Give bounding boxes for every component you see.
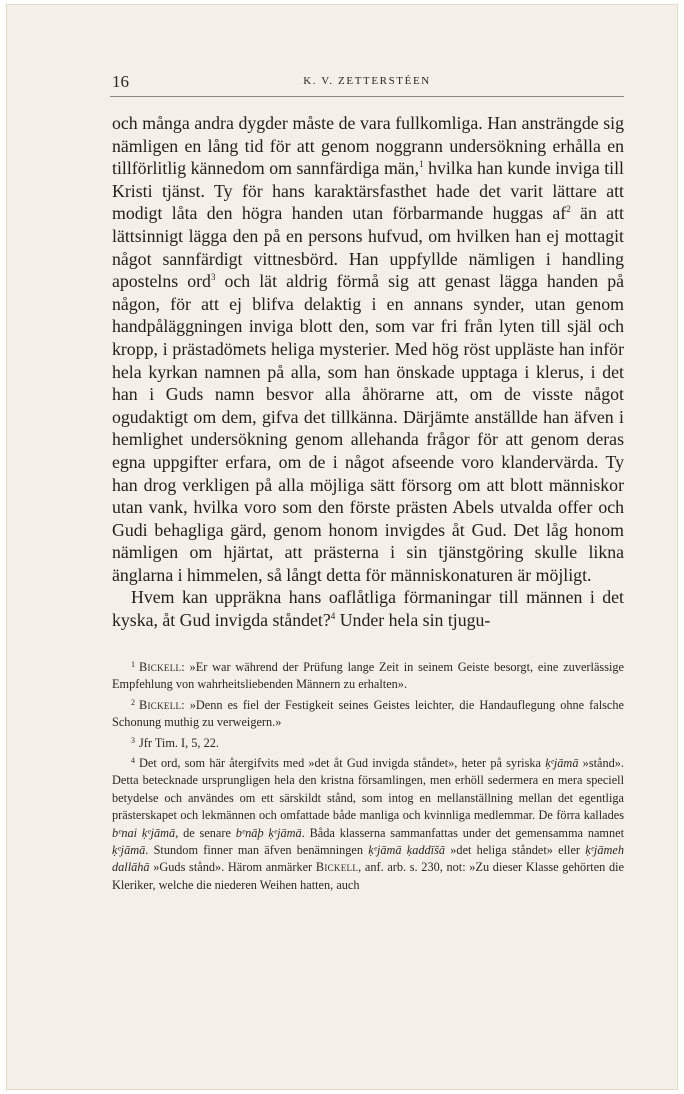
paragraph-1 [112, 112, 624, 586]
footnote-2 [112, 694, 624, 732]
footnote-text: : »Denn es fiel der Festigkeit seines Geistes leichter, die Handauflegung ohne falsche Schonung muthig zu verweigern.» [112, 697, 624, 730]
paragraph-2 [112, 586, 624, 631]
page-header [110, 74, 624, 97]
author-name: Bickell [315, 860, 359, 875]
text-run: hvilka han kunde inviga till Kristi tjänst. Ty för hans karaktärsfasthet hade det varit lättare att modigt låta den högra handen utan förbarmande huggas af [112, 158, 624, 224]
author-name: Bickell [139, 697, 182, 712]
footnotes [112, 656, 624, 894]
running-head: K. V. ZETTERSTÉEN [303, 75, 431, 87]
footnote-text: »Guds stånd». Härom anmärker [149, 860, 316, 875]
footnote-text: . Stundom finner man äfven benämningen [145, 843, 369, 858]
footnote-text: Det ord, som här återgifvits med »det åt Gud invigda ståndet», heter på syriska [139, 756, 546, 771]
footnote-4 [112, 752, 624, 894]
main-text [112, 112, 624, 632]
footnote-text: »stånd». Detta betecknade ursprungligen hela den kristna församlingen, men erhöll sedermera en mera speciell betydelse och användes om ett särskildt stånd, som intog en mellanställning mellan det egentliga prästerskapet och lekmännen och omfattade både manliga och kvinnliga medlemmar. De förra kallades [112, 756, 624, 823]
footnote-1 [112, 656, 624, 694]
footnote-text: . Båda klasserna sammanfattas under det gemensamma namnet [301, 825, 625, 840]
footnote-ref-4: 4 [330, 611, 336, 622]
syriac-term: bᵉnāþ ḳᵉjāmā [235, 825, 302, 840]
text-run: Under hela sin tjugu- [335, 610, 491, 631]
syriac-term: ḳᵉjāmeh dallāhā [112, 843, 624, 875]
footnote-text: »det heliga ståndet» eller [445, 843, 586, 858]
footnote-text: Jfr Tim. I, 5, 22. [139, 735, 219, 750]
footnote-marker: 1 [131, 660, 135, 669]
footnote-marker: 3 [131, 735, 135, 745]
syriac-term: ḳᵉjāmā ḳaddīšā [368, 843, 446, 858]
footnote-ref-1: 1 [419, 159, 424, 170]
text-run: och lät aldrig förmå sig att genast lägga handen på någon, för att ej blifva delaktig i en annans synder, utan genom handpåläggningen inviga blott den, som var fri från lyten till själ och kropp, i prästadömets heliga mysterier. Med hög röst uppläste han inför hela kyrkan namnen på alla, som han önskade upptaga i klerus, i det han i Guds namn besvor alla åhörarne att, om de visste något ogudaktigt om dem, gifva det tillkänna. Därjämte anställde han äfven i hemlighet undersökning genom allehanda frågor för att genom deras egna uppgifter erfara, om de i något afseende voro klandervärda. Ty han drog verkligen på alla möjliga sätt försorg om att blott människor utan vank, hvilka voro som den förste prästen Abels utvalda offer och Gudi behagliga gärd, genom honom invigdes åt Gud. Det låg honom nämligen om hjärtat, att prästerna i sin tjänstgöring skulle likna änglarna i himmelen, så långt detta för människonaturen är möjligt. [112, 271, 625, 585]
footnote-text: , de senare [175, 825, 236, 840]
text-run: Hvem kan uppräkna hans oaflåtliga förmaningar till männen i det kyska, åt Gud invigda ståndet? [112, 587, 624, 631]
footnote-text: : »Er war während der Prüfung lange Zeit in seinem Geiste besorgt, eine zuverlässige Empfehlung von wahrheitsliebenden Männern zu erhalten». [112, 660, 624, 692]
syriac-term: ḳᵉjāmā [112, 843, 146, 858]
text-run: än att lättsinnigt lägga den på en persons hufvud, om hvilken han ej mottagit något sannfärdigt vittnesbörd. Han uppfyllde nämligen i handling apostelns ord [112, 203, 624, 292]
footnote-ref-3: 3 [210, 272, 216, 283]
footnote-ref-2: 2 [566, 204, 571, 215]
syriac-term: ḳᵉjāmā [545, 756, 579, 771]
footnote-marker: 4 [131, 756, 135, 766]
footnote-3 [112, 732, 624, 752]
text-run: och många andra dygder måste de vara fullkomliga. Han ansträngde sig nämligen en lång tid för att genom noggrann undersökning erhålla en tillförlitlig kännedom om sannfärdiga män, [112, 113, 624, 179]
footnote-marker: 2 [131, 697, 135, 707]
page-number: 16 [112, 72, 129, 91]
syriac-term: bᵉnai ḳᵉjāmā [112, 825, 176, 840]
author-name: Bickell [139, 660, 182, 674]
footnote-text: , anf. arb. s. 230, not: »Zu dieser Klasse gehörten die Kleriker, welche die niederen Weihen hatten, auch [112, 860, 625, 892]
